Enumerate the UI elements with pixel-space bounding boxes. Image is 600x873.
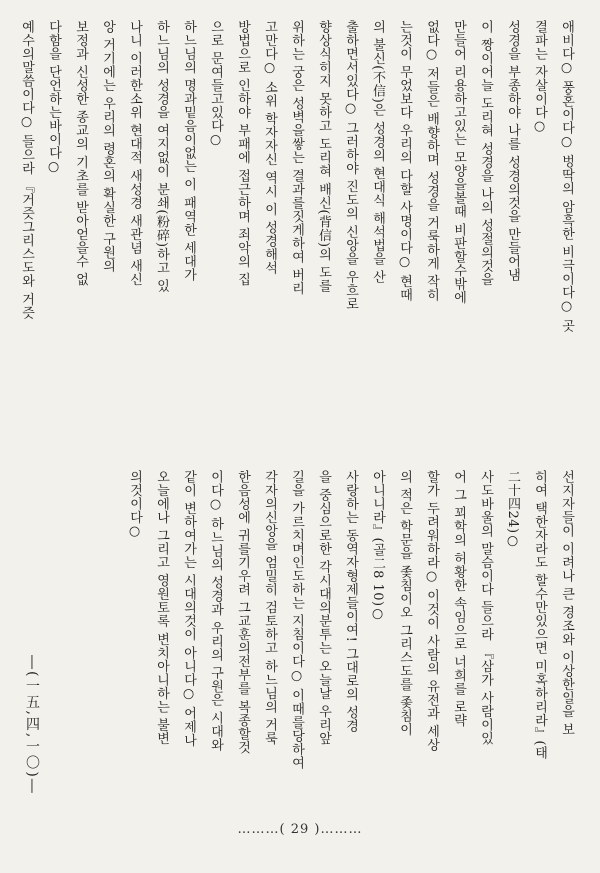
text-line: 사도바울의 말슴이다 들으라 『삼가 사람이있 [478, 470, 493, 746]
text-line: 예수의말씀이다○ 들으라 『거즛그리스도와 거즛 [19, 20, 34, 320]
text-line: 의 불신(不信)은 성경의 현대식 해석법을 산 [370, 20, 385, 284]
lower-text-block [120, 470, 580, 800]
text-line: 결파는 자살이다○ [532, 20, 547, 135]
text-line: 방법으로 인하야 부패에 접근하며 죄악의 집 [235, 20, 250, 287]
text-line: 한음성에 귀를기우려 그교훈의전부를 복종할것 [235, 470, 250, 754]
text-line: 는것이 무었보다 우리의 다할 사명이다○ 현때 [397, 20, 412, 302]
text-line: 같이 변하여가는 시대의것이 아니다○ 어제나 [181, 470, 196, 748]
text-line: 을 중심으로한 각시대의분투는 오늘날 우리앞 [316, 470, 331, 746]
text-line: 애비다○ 풍혼이다○ 벙딱의 암흑한 비극이다○ 곳 [559, 20, 574, 333]
text-line: 이 짱이어늘 도리혀 성경을 나의 성절의것을 [478, 20, 493, 287]
text-line: 二十四24)○ [505, 470, 520, 550]
text-line: 하느님의 성경을 여지없이 분쇄(粉碎)하고 있 [154, 20, 169, 293]
page-number: ………( 29 )……… [237, 822, 363, 837]
text-line: 길을 가르치며인도하는 지침이다○ 이때를당하여 [289, 470, 304, 770]
text-line: 할가 두려워하라○ 이것이 사람의 유전과 세상 [424, 470, 439, 752]
text-line: 성경을 부종하야 나를 성경의것을 만들어냄 [505, 20, 520, 282]
text-line: 의것이다○ [127, 470, 142, 540]
upper-text-block [19, 20, 580, 382]
text-line: 각자의신앙을 엄밀히 검토하고 하느님의 거룩 [262, 470, 277, 746]
text-line: 아니니라』(골二8 10)○ [370, 470, 385, 623]
text-line: 만들어 리용하고있는 모양을볼때 비판할수밖에 [451, 20, 466, 304]
text-line: 없다○ 저들은 배향하며 성경을 거룩하게 작히 [424, 20, 439, 302]
text-line: 오늘에나 그리고 영원토록 변치아니하는 불변 [154, 470, 169, 746]
text-line: 히여 택한자라도 할수만있으면 미혹하리라』(태 [532, 470, 547, 760]
text-line: 향상식히지 못하고 도리혀 배신(背信)의 도를 [316, 20, 331, 293]
text-line: 앙 거기에는 우리의 령혼의 확실한 구원의 [100, 20, 115, 273]
text-line: 하느님의 명과밑음이없는 이 패역한 세대가 [181, 20, 196, 282]
text-line: 출하면서있다○ 그러하야 진도의 신앙을 우흐로 [343, 20, 358, 311]
text-line: 위하는 궁은 성벽을쌓는 결과를짓게하여 버리 [289, 20, 304, 296]
text-line: 다함을 단언하는바이다○ [46, 20, 61, 176]
text-line: 어 그 꾀학의 허황한 속임으로 너희를 로략 [451, 470, 466, 728]
text-line: 선지자들이 이려나 큰 경조와 이상한일을 보 [559, 470, 574, 737]
text-line: 보정과 신성한 종교의 기초를 받아얻을수 없 [73, 20, 88, 287]
text-line: 나니 이러한소위 현대적 새성경 새관념 새신 [127, 20, 142, 287]
text-line: 의 적은 학문을 좇침이오 그리스도를 좇침이 [397, 470, 412, 737]
text-line: 고만다○ 소위 학자자신 역시 이 성경해석 [262, 20, 277, 275]
text-line: 사랑하는 동역자형제들이여! 그대로의 성경 [343, 470, 358, 733]
text-line: 으로 문여들고있다○ [208, 20, 223, 149]
date-mark: ―(一五,四,一〇)― [24, 655, 40, 795]
text-line: 이다○ 하느님의 성경과 우리의 구원은 시대와 [208, 470, 223, 752]
